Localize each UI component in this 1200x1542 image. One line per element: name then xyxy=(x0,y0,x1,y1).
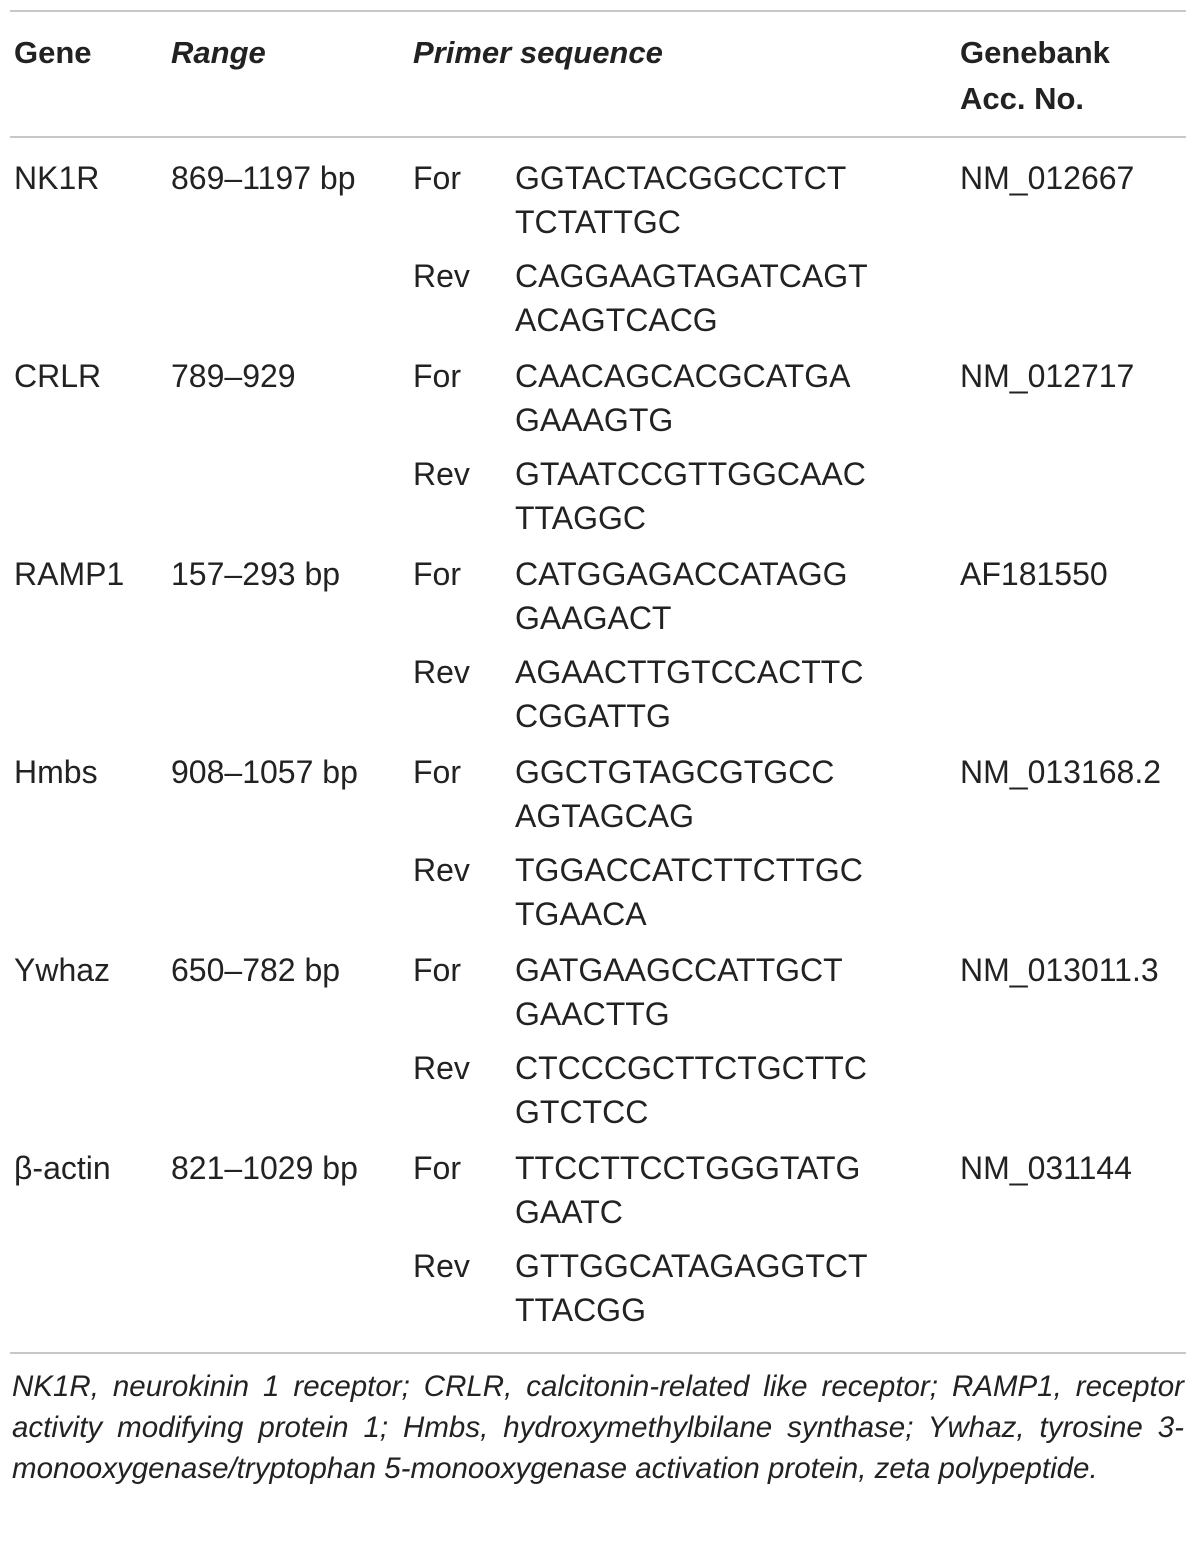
primer-sequence-line2: TTAGGC xyxy=(515,500,646,536)
primer-sequence-line2: GTCTCC xyxy=(515,1094,649,1130)
bottom-rule xyxy=(10,1352,1186,1354)
table-footnote: NK1R, neurokinin 1 receptor; CRLR, calcitonin-related like receptor; RAMP1, receptor activity modifying protein 1; Hmbs, hydroxymethylbilane synthase; Ywhaz, tyrosine 3-monooxygenase/tryptophan 5-monooxygenase activation protein, zeta polypeptide. xyxy=(12,1370,1184,1485)
primer-sequence-line1: GATGAAGCCATTGCT xyxy=(515,952,843,988)
header-accession-line2: Acc. No. xyxy=(960,81,1085,116)
header-range: Range xyxy=(171,35,266,70)
accession-number: NM_013011.3 xyxy=(960,952,1159,988)
primer-sequence-line2: GAAGACT xyxy=(515,600,672,636)
gene-name: RAMP1 xyxy=(14,556,125,592)
amplicon-range: 650–782 bp xyxy=(171,952,341,988)
header-rule xyxy=(10,136,1186,138)
accession-number: NM_013168.2 xyxy=(960,754,1162,790)
primer-sequence-line1: CATGGAGACCATAGG xyxy=(515,556,848,592)
primer-direction: Rev xyxy=(413,258,470,294)
primer-sequence-line1: GTAATCCGTTGGCAAC xyxy=(515,456,866,492)
primer-sequence-line1: TTCCTTCCTGGGTATG xyxy=(515,1150,861,1186)
gene-name: Ywhaz xyxy=(14,952,111,988)
primer-direction: For xyxy=(413,160,461,196)
primer-sequence-line1: GTTGGCATAGAGGTCT xyxy=(515,1248,868,1284)
primer-sequence-line2: CGGATTG xyxy=(515,698,671,734)
gene-name: NK1R xyxy=(14,160,100,196)
primer-sequence-line1: CAGGAAGTAGATCAGT xyxy=(515,258,868,294)
primer-sequence-line2: ACAGTCACG xyxy=(515,302,718,338)
primer-direction: Rev xyxy=(413,1050,470,1086)
amplicon-range: 869–1197 bp xyxy=(171,160,356,196)
primer-sequence-line2: TGAACA xyxy=(515,896,647,932)
primer-direction: For xyxy=(413,1150,461,1186)
primer-direction: Rev xyxy=(413,852,470,888)
primer-direction: Rev xyxy=(413,654,470,690)
primer-sequence-line1: TGGACCATCTTCTTGC xyxy=(515,852,863,888)
primer-sequence-line1: GGCTGTAGCGTGCC xyxy=(515,754,835,790)
primer-direction: For xyxy=(413,358,461,394)
gene-name: CRLR xyxy=(14,358,102,394)
primer-sequence-line1: GGTACTACGGCCTCT xyxy=(515,160,847,196)
primer-sequence-line2: GAAAGTG xyxy=(515,402,674,438)
primer-sequence-line1: AGAACTTGTCCACTTC xyxy=(515,654,864,690)
gene-name: β-actin xyxy=(14,1150,111,1186)
accession-number: NM_031144 xyxy=(960,1150,1132,1186)
primer-direction: For xyxy=(413,952,461,988)
header-gene: Gene xyxy=(14,35,92,70)
amplicon-range: 789–929 xyxy=(171,358,296,394)
amplicon-range: 821–1029 bp xyxy=(171,1150,358,1186)
primer-direction: Rev xyxy=(413,1248,470,1284)
accession-number: AF181550 xyxy=(960,556,1108,592)
amplicon-range: 908–1057 bp xyxy=(171,754,358,790)
accession-number: NM_012667 xyxy=(960,160,1135,196)
primer-direction: For xyxy=(413,556,461,592)
primer-sequence-line2: TCTATTGC xyxy=(515,204,681,240)
header-primer-sequence: Primer sequence xyxy=(413,35,663,70)
primer-sequence-line2: AGTAGCAG xyxy=(515,798,694,834)
primer-sequence-line1: CTCCCGCTTCTGCTTC xyxy=(515,1050,867,1086)
amplicon-range: 157–293 bp xyxy=(171,556,341,592)
top-rule xyxy=(10,10,1186,12)
primer-direction: For xyxy=(413,754,461,790)
gene-name: Hmbs xyxy=(14,754,98,790)
accession-number: NM_012717 xyxy=(960,358,1135,394)
primer-direction: Rev xyxy=(413,456,470,492)
primer-sequence-line2: GAATC xyxy=(515,1194,623,1230)
header-accession-line1: Genebank xyxy=(960,35,1110,70)
primer-sequence-line2: GAACTTG xyxy=(515,996,670,1032)
primer-sequence-line2: TTACGG xyxy=(515,1292,646,1328)
primer-sequence-line1: CAACAGCACGCATGA xyxy=(515,358,851,394)
